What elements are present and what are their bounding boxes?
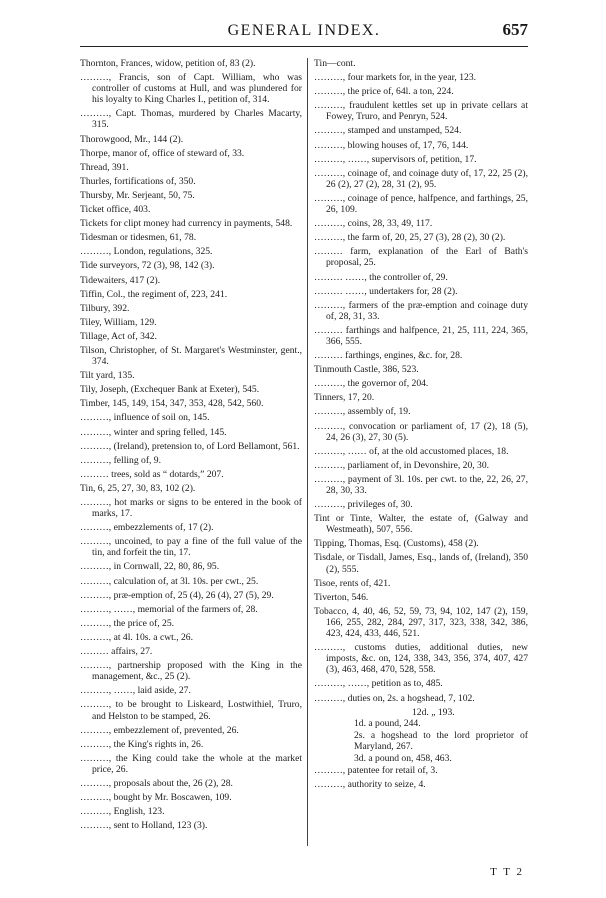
page-number: 657 [502,20,528,39]
index-entry: ………, ……, petition as to, 485. [314,678,443,690]
index-entry: ………, felling of, 9. [80,454,162,466]
index-entry: ………, ……, supervisors of, petition, 17. [314,153,477,165]
index-entry: ………, bought by Mr. Boscawen, 109. [80,792,232,804]
index-entry: Tilbury, 392. [80,302,130,314]
index-entry: ………, parliament of, in Devonshire, 20, 30. [314,459,490,471]
index-entry: ………, winter and spring felled, 145. [80,426,227,438]
index-sub-entry: 3d. a pound on, 458, 463. [354,752,452,764]
index-columns [80,58,528,854]
index-entry: ………, patentee for retail of, 3. [314,765,438,777]
index-entry: ………, embezzlement of, prevented, 26. [80,724,239,736]
index-entry: ………, calculation of, at 3l. 10s. per cwt., 25. [80,575,259,587]
index-entry: Tipping, Thomas, Esq. (Customs), 458 (2). [314,538,479,550]
index-entry: ………, customs duties, additional duties, new imposts, &c. on, 124, 338, 343, 356, 374, 407, 427 (3), 463, 468, 470, 528, 558. [314,642,528,676]
index-entry: Tillage, Act of, 342. [80,330,157,342]
index-entry: ………, coinage of pence, halfpence, and farthings, 25, 26, 109. [314,192,528,216]
index-entry: ……… farm, explanation of the Earl of Bath's proposal, 25. [314,246,528,269]
right-column [314,58,528,793]
index-entry: ………, to be brought to Liskeard, Lostwithiel, Truro, and Helston to be stamped, 26. [80,699,302,722]
index-entry: Thorowgood, Mr., 144 (2). [80,133,184,145]
index-entry: Thurles, fortifications of, 350. [80,175,196,187]
right-tail-entries [314,765,528,790]
index-entry: ………, farmers of the præ-emption and coinage duty of, 28, 31, 33. [314,299,528,322]
index-entry: ………, four markets for, in the year, 123. [314,72,477,84]
index-entry: Tickets for clipt money had currency in payments, 548. [80,218,293,230]
page-title: GENERAL INDEX. [227,22,381,39]
index-sub-entry: 1d. a pound, 244. [354,717,421,729]
index-entry: Tide surveyors, 72 (3), 98, 142 (3). [80,260,215,272]
index-entry: ……… trees, sold as “ dotards,” 207. [80,468,224,480]
index-entry: ……… ……, undertakers for, 28 (2). [314,285,458,297]
index-entry: ………, influence of soil on, 145. [80,412,210,424]
index-entry: ………, the governor of, 204. [314,378,429,390]
index-entry: ………, English, 123. [80,806,165,818]
index-entry: ………, fraudulent kettles set up in private cellars at Fowey, Truro, and Penryn, 524. [314,100,528,123]
index-entry: ………, stamped and unstamped, 524. [314,125,462,137]
index-entry: Tiffin, Col., the regiment of, 223, 241. [80,288,228,300]
index-entry: Tiley, William, 129. [80,316,157,328]
index-entry: Tilson, Christopher, of St. Margaret's Westminster, gent., 374. [80,344,302,368]
index-entry: Tinmouth Castle, 386, 523. [314,364,419,376]
index-entry: Tobacco, 4, 40, 46, 52, 59, 73, 94, 102, 147 (2), 159, 166, 255, 282, 284, 297, 317, 323, 338, 342, 386, 423, 424, 433, 446, 521. [314,605,528,640]
index-entry: Timber, 145, 149, 154, 347, 353, 428, 542, 560. [80,398,264,410]
index-entry: Tily, Joseph, (Exchequer Bank at Exeter), 545. [80,384,260,396]
index-entry: ………, the farm of, 20, 25, 27 (3), 28 (2), 30 (2). [314,232,506,244]
right-main-entries [314,58,528,704]
index-entry: ……… ……, the controller of, 29. [314,271,448,283]
index-entry: Thorpe, manor of, office of steward of, 33. [80,147,245,159]
index-entry: Tisoe, rents of, 421. [314,577,391,589]
index-entry: ………, payment of 3l. 10s. per cwt. to the, 22, 26, 27, 28, 30, 33. [314,473,528,496]
tobacco-sub-entries [314,707,528,764]
index-entry: ………, at 4l. 10s. a cwt., 26. [80,631,193,643]
index-entry: ………, ……, laid aside, 27. [80,685,191,697]
index-entry: ………, …… of, at the old accustomed places, 18. [314,445,509,457]
index-entry: ………, the King could take the whole at the market price, 26. [80,752,302,775]
column-divider [307,58,308,846]
index-entry: Tilt yard, 135. [80,370,135,382]
index-entry: ……… farthings and halfpence, 21, 25, 111, 224, 365, 366, 555. [314,324,528,347]
index-entry: Tin—cont. [314,58,356,69]
index-entry: ………, uncoined, to pay a fine of the full value of the tin, and forfeit the tin, 17. [80,536,302,559]
index-entry: ………, embezzlements of, 17 (2). [80,522,214,534]
index-entry: ………, authority to seize, 4. [314,779,426,791]
index-entry: Tin, 6, 25, 27, 30, 83, 102 (2). [80,482,196,494]
index-entry: Tidesman or tidesmen, 61, 78. [80,232,197,244]
index-entry: ………, coinage of, and coinage duty of, 17, 22, 25 (2), 26 (2), 27 (2), 28, 31 (2), 95. [314,167,528,190]
index-entry: ……… farthings, engines, &c. for, 28. [314,350,463,362]
index-entry: ………, London, regulations, 325. [80,246,213,258]
index-sub-entry: 12d. „ 193. [412,706,455,718]
index-entry: ………, assembly of, 19. [314,406,411,418]
index-entry: ………, convocation or parliament of, 17 (2), 18 (5), 24, 26 (3), 27, 30 (5). [314,420,528,443]
index-entry: Thornton, Frances, widow, petition of, 83 (2). [80,58,256,69]
index-entry: ………, (Ireland), pretension to, of Lord Bellamont, 561. [80,440,300,452]
index-entry: ………, sent to Holland, 123 (3). [80,820,208,832]
index-sub-entry: 2s. a hogshead to the lord proprietor of Maryland, 267. [354,729,528,752]
index-entry: Tint or Tinte, Walter, the estate of, (Galway and Westmeath), 507, 556. [314,513,528,536]
index-entry: ………, ……, memorial of the farmers of, 28. [80,603,258,615]
index-entry: ………, the price of, 64l. a ton, 224. [314,86,454,98]
index-entry: ………, coins, 28, 33, 49, 117. [314,218,433,230]
index-entry: ………, duties on, 2s. a hogshead, 7, 102. [314,692,475,704]
index-entry: Ticket office, 403. [80,204,151,216]
index-entry: ………, præ-emption of, 25 (4), 26 (4), 27 (5), 29. [80,589,274,601]
left-column [80,58,302,834]
index-entry: ………, the King's rights in, 26. [80,738,204,750]
index-entry: ………, partnership proposed with the King in the management, &c., 25 (2). [80,660,302,683]
index-entry: ………, the price of, 25. [80,617,175,629]
index-entry: ………, Capt. Thomas, murdered by Charles Macarty, 315. [80,108,302,131]
index-entry: Tinners, 17, 20. [314,392,375,404]
index-entry: Thursby, Mr. Serjeant, 50, 75. [80,189,195,201]
index-entry: ………, blowing houses of, 17, 76, 144. [314,139,469,151]
index-entry: Tidewaiters, 417 (2). [80,274,161,286]
index-entry: ………, proposals about the, 26 (2), 28. [80,777,233,789]
index-entry: ………, privileges of, 30. [314,499,413,511]
signature-mark: T T 2 [490,866,524,878]
index-entry: Thread, 391. [80,161,129,173]
index-entry: Tisdale, or Tisdall, James, Esq., lands of, (Ireland), 350 (2), 555. [314,552,528,575]
index-entry: ……… affairs, 27. [80,646,153,658]
index-entry: ………, Francis, son of Capt. William, who was controller of customs at Hull, and was plundered for his loyalty to King Charles I., petition of, 314. [80,72,302,106]
running-header [80,20,528,47]
index-entry: ………, in Cornwall, 22, 80, 86, 95. [80,561,220,573]
index-entry: Tiverton, 546. [314,591,369,603]
index-entry: ………, hot marks or signs to be entered in the book of marks, 17. [80,497,302,520]
